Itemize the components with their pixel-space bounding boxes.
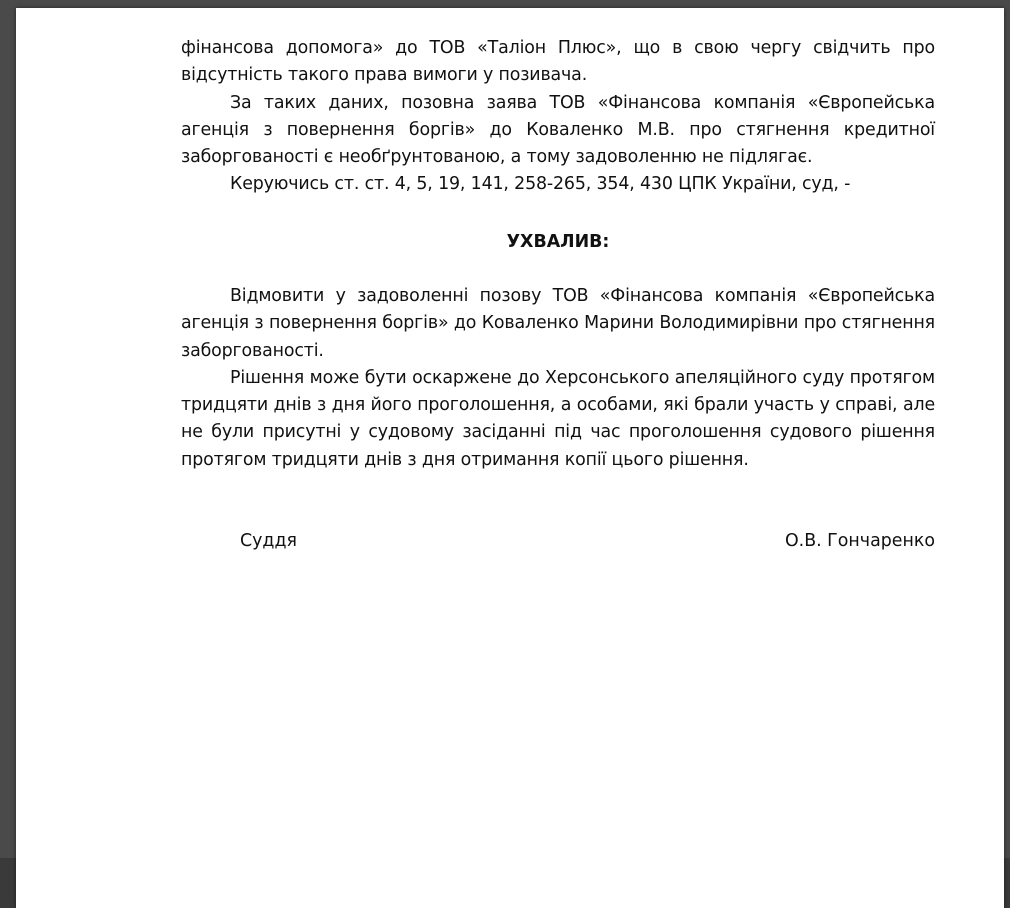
paragraph-appeal: Рішення може бути оскаржене до Херсонського апеляційного суду протягом тридцяти днів з дня його проголошення, а особами, які брали участь у справі, але не були присутні у судовому засіданні під час проголошення судового рішення протягом тридцяти днів з дня отримання копії цього рішення. [181,367,935,470]
signature-label: Суддя [240,531,297,551]
decision-heading: УХВАЛИВ: [506,232,610,252]
document-page [16,8,1004,908]
text-block-decision [181,283,935,474]
signature-name: О.В. Гончаренко [784,531,935,551]
paragraph-continuation: фінансова допомога» до ТОВ «Таліон Плюс», що в свою чергу свідчить про відсутність такого права вимоги у позивача. [181,38,935,86]
paragraph-conclusion: За таких даних, позовна заява ТОВ «Фінансова компанія «Європейська агенція з повернення боргів» до Коваленко М.В. про стягнення кредитної заборгованості є необґрунтованою, а тому задоволенню не підлягає. [181,92,935,168]
text-block-top [181,35,935,199]
paragraph-guided: Керуючись ст. ст. 4, 5, 19, 141, 258-265, 354, 430 ЦПК України, суд, - [230,174,851,195]
paragraph-decision: Відмовити у задоволенні позову ТОВ «Фінансова компанія «Європейська агенція з повернення боргів» до Коваленко Марини Володимирівни про стягнення заборгованості. [181,286,935,361]
